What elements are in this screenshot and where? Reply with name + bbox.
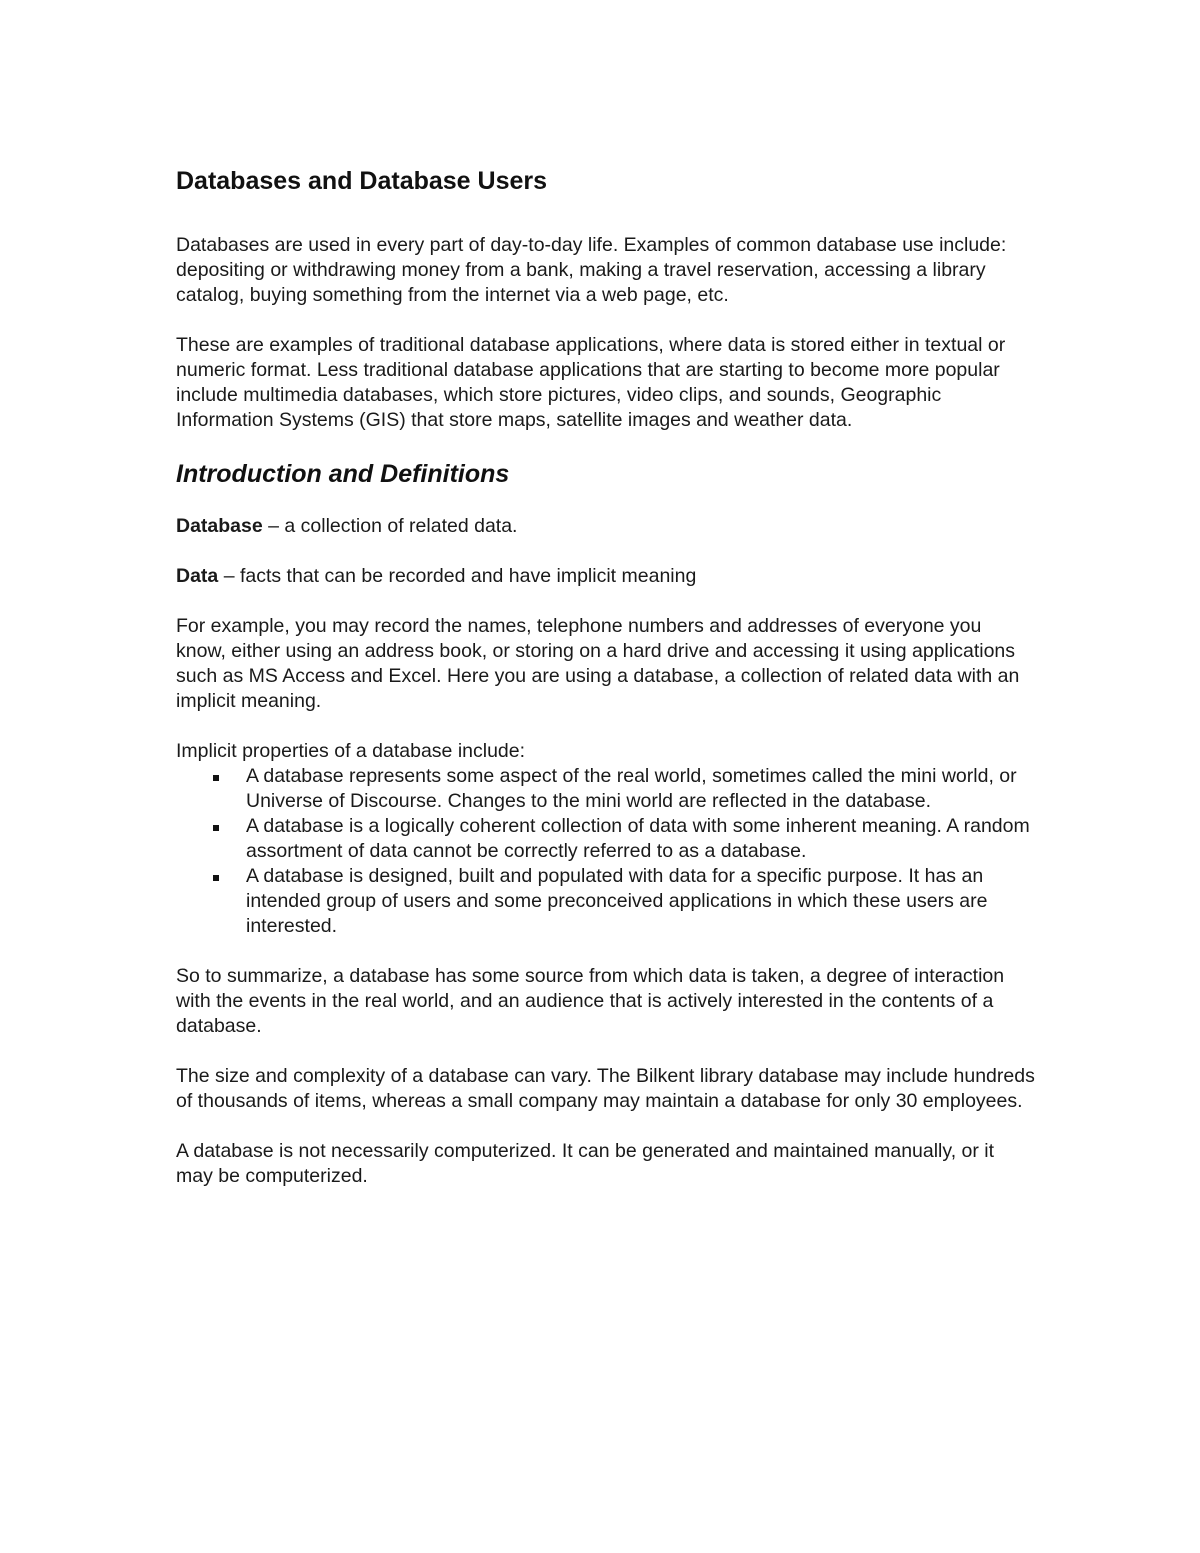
section-heading: Introduction and Definitions — [176, 460, 510, 488]
intro-paragraph-1: Databases are used in every part of day-to-day life. Examples of common database use include: depositing or withdrawing money from a bank, making a travel reservation, accessing a library catalog, buying something from the internet via a web page, etc. — [176, 234, 1007, 306]
definition-text: – facts that can be recorded and have implicit meaning — [218, 565, 697, 587]
square-bullet-icon — [213, 775, 219, 781]
square-bullet-icon — [213, 825, 219, 831]
document-page — [176, 164, 1036, 1189]
definition-text: – a collection of related data. — [262, 515, 518, 537]
definition-database — [176, 514, 1036, 539]
example-paragraph: For example, you may record the names, telephone numbers and addresses of everyone you know, either using an address book, or storing on a hard drive and accessing it using applications such as MS Access and Excel. Here you are using a database, a collection of related data with an implicit meaning. — [176, 615, 1020, 712]
list-item-text: A database is designed, built and populated with data for a specific purpose. It has an intended group of users and some preconceived applications in which these users are interested. — [246, 865, 988, 937]
properties-intro: Implicit properties of a database include: — [176, 740, 526, 762]
definition-data — [176, 564, 1036, 589]
summary-paragraph: So to summarize, a database has some source from which data is taken, a degree of interaction with the events in the real world, and an audience that is actively interested in the contents of a database. — [176, 965, 1005, 1037]
page-title: Databases and Database Users — [176, 167, 548, 195]
square-bullet-icon — [213, 875, 219, 881]
list-item-text: A database represents some aspect of the real world, sometimes called the mini world, or Universe of Discourse. Changes to the mini world are reflected in the database. — [246, 765, 1017, 812]
size-paragraph: The size and complexity of a database can vary. The Bilkent library database may include hundreds of thousands of items, whereas a small company may maintain a database for only 30 employees. — [176, 1065, 1035, 1112]
intro-paragraph-2: These are examples of traditional database applications, where data is stored either in textual or numeric format. Less traditional database applications that are starting to become more popular include multimedia databases, which store pictures, video clips, and sounds, Geographic Information Systems (GIS) that store maps, satellite images and weather data. — [176, 334, 1006, 431]
definition-term: Data — [176, 565, 219, 587]
computerized-paragraph: A database is not necessarily computerized. It can be generated and maintained manually, or it may be computerized. — [176, 1140, 995, 1187]
list-item — [246, 814, 1036, 864]
definition-term: Database — [176, 515, 263, 537]
list-item-text: A database is a logically coherent collection of data with some inherent meaning. A random assortment of data cannot be correctly referred to as a database. — [246, 815, 1030, 862]
properties-list — [176, 764, 1036, 939]
list-item — [246, 764, 1036, 814]
list-item — [246, 864, 1036, 939]
